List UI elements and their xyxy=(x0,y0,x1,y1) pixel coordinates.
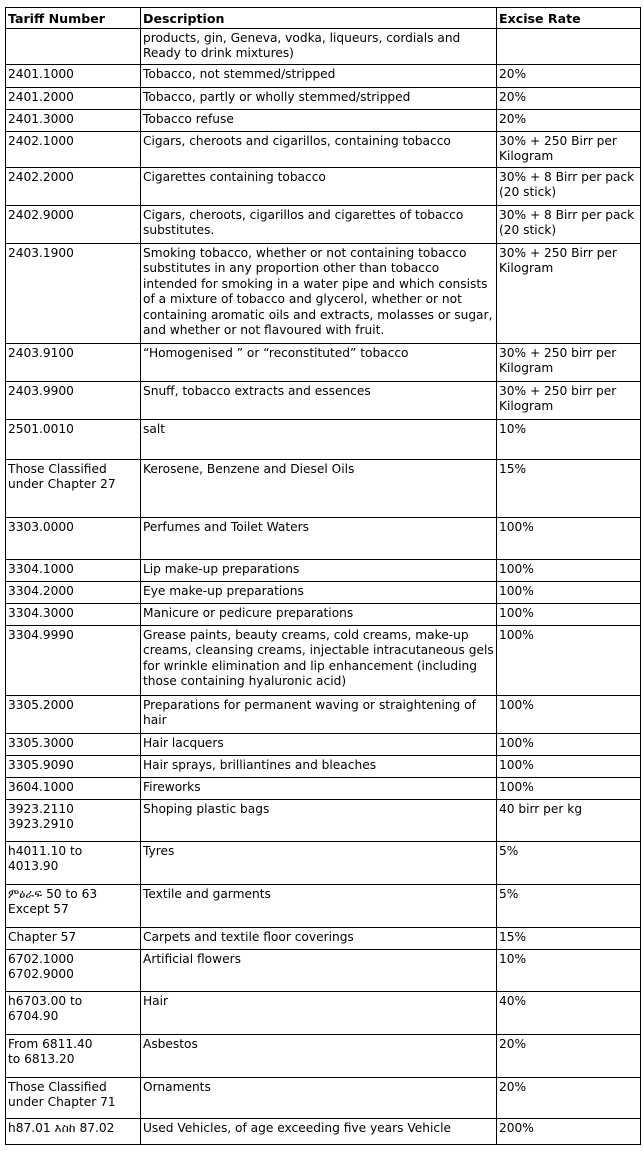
description-cell: Kerosene, Benzene and Diesel Oils xyxy=(141,459,497,517)
excise-rate-cell: 100% xyxy=(497,733,641,755)
tariff-number-cell: Those Classified under Chapter 71 xyxy=(6,1077,141,1118)
tariff-number-cell: 2401.1000 xyxy=(6,64,141,87)
table-row xyxy=(6,419,641,459)
description-cell: Manicure or pedicure preparations xyxy=(141,603,497,625)
tariff-number-cell: 3304.1000 xyxy=(6,559,141,581)
tariff-number-cell: 2401.3000 xyxy=(6,109,141,131)
description-cell: Ornaments xyxy=(141,1077,497,1118)
tariff-number-cell: 3304.9990 xyxy=(6,625,141,695)
table-row xyxy=(6,1077,641,1118)
table-row xyxy=(6,799,641,841)
table-row xyxy=(6,695,641,733)
table-row xyxy=(6,517,641,559)
table-row xyxy=(6,733,641,755)
excise-rate-cell xyxy=(497,28,641,64)
description-cell: Perfumes and Toilet Waters xyxy=(141,517,497,559)
excise-rate-cell: 20% xyxy=(497,109,641,131)
tariff-number-cell: h87.01 እስከ 87.02 xyxy=(6,1118,141,1144)
excise-rate-cell: 10% xyxy=(497,419,641,459)
tariff-number-cell: 2403.9900 xyxy=(6,381,141,419)
table-row xyxy=(6,64,641,87)
table-row xyxy=(6,243,641,343)
excise-rate-cell: 40% xyxy=(497,991,641,1034)
excise-rate-cell: 100% xyxy=(497,695,641,733)
excise-rate-cell: 30% + 250 birr per Kilogram xyxy=(497,343,641,381)
tariff-number-cell: Chapter 57 xyxy=(6,927,141,949)
tariff-number-cell: From 6811.40 to 6813.20 xyxy=(6,1034,141,1077)
tariff-number-cell: 2403.9100 xyxy=(6,343,141,381)
description-cell: Hair xyxy=(141,991,497,1034)
table-row xyxy=(6,28,641,64)
excise-rate-cell: 20% xyxy=(497,64,641,87)
excise-rate-cell: 30% + 8 Birr per pack (20 stick) xyxy=(497,205,641,243)
table-row xyxy=(6,884,641,927)
excise-rate-cell: 100% xyxy=(497,755,641,777)
tariff-number-cell: 3304.3000 xyxy=(6,603,141,625)
table-row xyxy=(6,603,641,625)
table-row xyxy=(6,167,641,205)
tariff-number-cell: 2402.2000 xyxy=(6,167,141,205)
description-cell: Carpets and textile floor coverings xyxy=(141,927,497,949)
excise-rate-cell: 20% xyxy=(497,1077,641,1118)
description-cell: Used Vehicles, of age exceeding five years Vehicle xyxy=(141,1118,497,1144)
excise-rate-cell: 30% + 250 Birr per Kilogram xyxy=(497,243,641,343)
header-excise-rate: Excise Rate xyxy=(497,8,641,29)
description-cell: Artificial flowers xyxy=(141,949,497,991)
excise-rate-cell: 10% xyxy=(497,949,641,991)
tariff-number-cell: 6702.1000 6702.9000 xyxy=(6,949,141,991)
table-row xyxy=(6,381,641,419)
description-cell: Textile and garments xyxy=(141,884,497,927)
table-row xyxy=(6,1034,641,1077)
excise-rate-cell: 40 birr per kg xyxy=(497,799,641,841)
table-header-row xyxy=(6,8,641,29)
description-cell: Cigarettes containing tobacco xyxy=(141,167,497,205)
excise-tariff-table xyxy=(5,7,641,1145)
description-cell: Cigars, cheroots, cigarillos and cigarettes of tobacco substitutes. xyxy=(141,205,497,243)
description-cell: Eye make-up preparations xyxy=(141,581,497,603)
tariff-number-cell: 2501.0010 xyxy=(6,419,141,459)
table-row xyxy=(6,559,641,581)
description-cell: Hair lacquers xyxy=(141,733,497,755)
description-cell: products, gin, Geneva, vodka, liqueurs, cordials and Ready to drink mixtures) xyxy=(141,28,497,64)
tariff-number-cell: 3303.0000 xyxy=(6,517,141,559)
table-row xyxy=(6,581,641,603)
excise-rate-cell: 30% + 250 Birr per Kilogram xyxy=(497,131,641,167)
description-cell: Fireworks xyxy=(141,777,497,799)
description-cell: Shoping plastic bags xyxy=(141,799,497,841)
tariff-number-cell: 2402.1000 xyxy=(6,131,141,167)
excise-rate-cell: 100% xyxy=(497,777,641,799)
table-row xyxy=(6,131,641,167)
tariff-number-cell: 2401.2000 xyxy=(6,87,141,109)
table-row xyxy=(6,87,641,109)
table-row xyxy=(6,927,641,949)
table-row xyxy=(6,755,641,777)
excise-rate-cell: 100% xyxy=(497,581,641,603)
tariff-number-cell: h6703.00 to 6704.90 xyxy=(6,991,141,1034)
description-cell: Lip make-up preparations xyxy=(141,559,497,581)
table-row xyxy=(6,109,641,131)
description-cell: Preparations for permanent waving or straightening of hair xyxy=(141,695,497,733)
description-cell: salt xyxy=(141,419,497,459)
table-row xyxy=(6,205,641,243)
tariff-number-cell: 3604.1000 xyxy=(6,777,141,799)
tariff-number-cell: 3305.9090 xyxy=(6,755,141,777)
description-cell: Hair sprays, brilliantines and bleaches xyxy=(141,755,497,777)
description-cell: “Homogenised ” or “reconstituted” tobacco xyxy=(141,343,497,381)
tariff-number-cell: 2403.1900 xyxy=(6,243,141,343)
excise-rate-cell: 100% xyxy=(497,559,641,581)
table-body xyxy=(6,28,641,1144)
description-cell: Grease paints, beauty creams, cold creams, make-up creams, cleansing creams, injectable intracutaneous gels for wrinkle elimination and lip enhancement (including those containing hyaluronic acid) xyxy=(141,625,497,695)
excise-rate-cell: 30% + 8 Birr per pack (20 stick) xyxy=(497,167,641,205)
header-description: Description xyxy=(141,8,497,29)
excise-rate-cell: 15% xyxy=(497,459,641,517)
table-row xyxy=(6,841,641,884)
description-cell: Tobacco, partly or wholly stemmed/stripped xyxy=(141,87,497,109)
tariff-number-cell: 3304.2000 xyxy=(6,581,141,603)
tariff-number-cell: ምዕራፍ 50 to 63 Except 57 xyxy=(6,884,141,927)
description-cell: Tobacco refuse xyxy=(141,109,497,131)
tariff-number-cell xyxy=(6,28,141,64)
table-row xyxy=(6,343,641,381)
description-cell: Tobacco, not stemmed/stripped xyxy=(141,64,497,87)
description-cell: Asbestos xyxy=(141,1034,497,1077)
table-row xyxy=(6,991,641,1034)
excise-rate-cell: 15% xyxy=(497,927,641,949)
description-cell: Snuff, tobacco extracts and essences xyxy=(141,381,497,419)
tariff-number-cell: h4011.10 to 4013.90 xyxy=(6,841,141,884)
description-cell: Cigars, cheroots and cigarillos, containing tobacco xyxy=(141,131,497,167)
tariff-number-cell: 3305.3000 xyxy=(6,733,141,755)
excise-rate-cell: 30% + 250 birr per Kilogram xyxy=(497,381,641,419)
excise-rate-cell: 200% xyxy=(497,1118,641,1144)
table-row xyxy=(6,1118,641,1144)
tariff-number-cell: Those Classified under Chapter 27 xyxy=(6,459,141,517)
excise-rate-cell: 20% xyxy=(497,1034,641,1077)
table-row xyxy=(6,459,641,517)
excise-rate-cell: 5% xyxy=(497,841,641,884)
excise-rate-cell: 5% xyxy=(497,884,641,927)
tariff-number-cell: 3305.2000 xyxy=(6,695,141,733)
header-tariff-number: Tariff Number xyxy=(6,8,141,29)
description-cell: Smoking tobacco, whether or not containing tobacco substitutes in any proportion other than tobacco intended for smoking in a water pipe and which consists of a mixture of tobacco and glycerol, whether or not containing aromatic oils and extracts, molasses or sugar, and whether or not flavoured with fruit. xyxy=(141,243,497,343)
excise-rate-cell: 100% xyxy=(497,625,641,695)
excise-rate-cell: 20% xyxy=(497,87,641,109)
table-row xyxy=(6,625,641,695)
tariff-number-cell: 2402.9000 xyxy=(6,205,141,243)
description-cell: Tyres xyxy=(141,841,497,884)
excise-rate-cell: 100% xyxy=(497,603,641,625)
tariff-number-cell: 3923.2110 3923.2910 xyxy=(6,799,141,841)
table-row xyxy=(6,949,641,991)
excise-rate-cell: 100% xyxy=(497,517,641,559)
table-row xyxy=(6,777,641,799)
